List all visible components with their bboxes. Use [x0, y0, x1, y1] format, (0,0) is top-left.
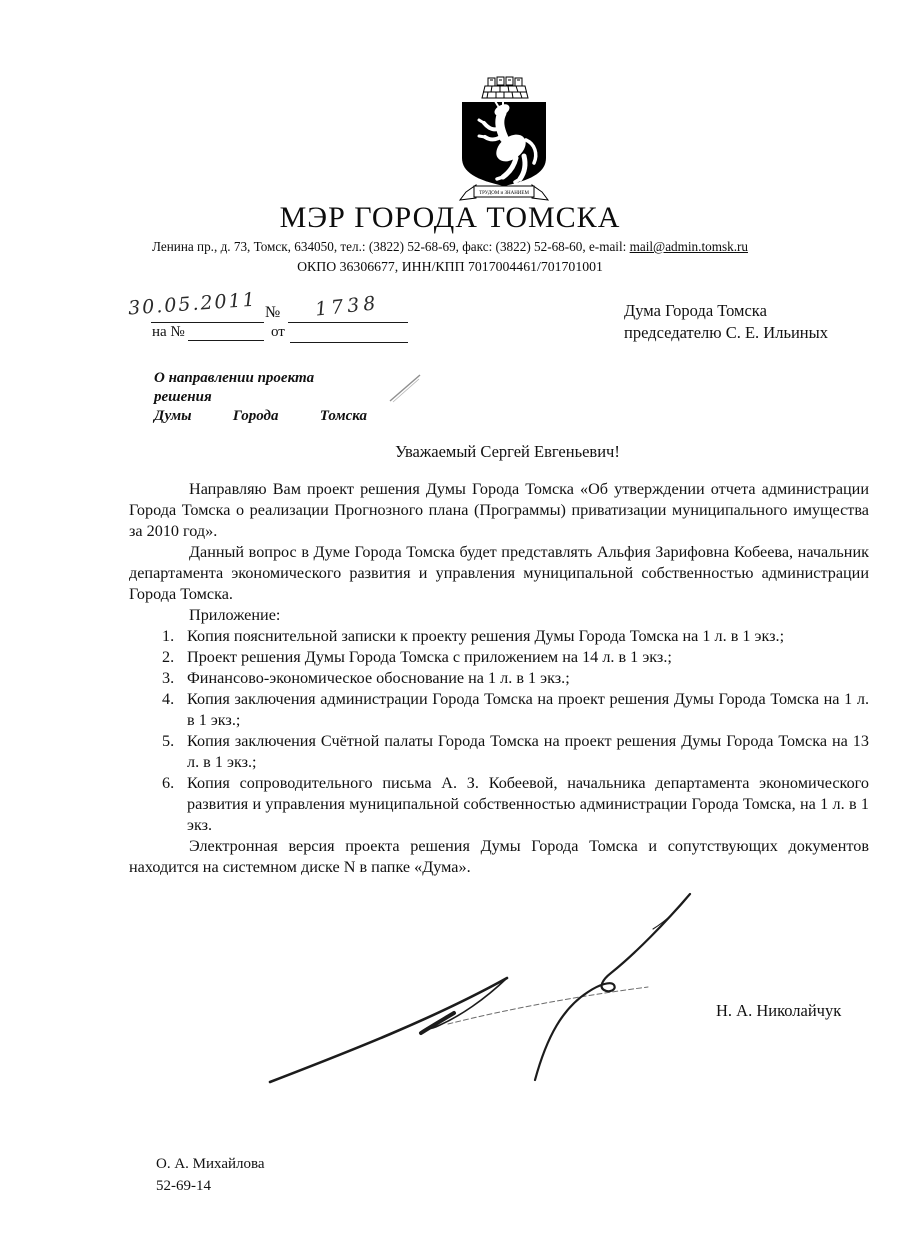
- handwritten-date: 30.05.2011: [127, 288, 258, 320]
- attachment-item: [129, 773, 869, 836]
- subject-block: [154, 369, 367, 426]
- date-underline: [151, 322, 264, 323]
- paragraph-1: Направляю Вам проект решения Думы Города Томска «Об утверждении отчета администрации Города Томска о реализации Прогнозного плана (Программы) приватизации муниципального имущества за 2010 год».: [129, 480, 869, 540]
- subject-word: Города: [232, 408, 279, 424]
- handwritten-number: 1738: [314, 292, 381, 321]
- crown-icon: [482, 77, 528, 98]
- codes-line: ОКПО 36306677, ИНН/КПП 7017004461/701701001: [297, 259, 603, 274]
- signatory-name: Н. А. Николайчук: [716, 1001, 842, 1020]
- email-link: mail@admin.tomsk.ru: [629, 239, 748, 254]
- tomsk-coat-of-arms: [452, 72, 556, 206]
- contact-line: [0, 239, 900, 255]
- attachment-text: Копия сопроводительного письма А. З. Кобеевой, начальника департамента экономического развития и управления муниципальной собственностью администрации Города Томска, на 1 л. в 1 экз.: [187, 774, 869, 834]
- reply-to-label: на №: [152, 324, 185, 340]
- from-underline: [290, 342, 408, 343]
- attachment-item: [129, 689, 869, 731]
- handwritten-signature: [248, 884, 723, 1089]
- paragraph-3: Электронная версия проекта решения Думы Города Томска и сопутствующих документов находится на системном диске N в папке «Дума».: [129, 837, 869, 876]
- attachment-number: 4.: [162, 690, 175, 708]
- attachments-label: Приложение:: [189, 606, 281, 624]
- recipient-line2: председателю С. Е. Ильиных: [624, 323, 828, 342]
- pen-mark: [386, 371, 426, 405]
- letter-body: [129, 479, 869, 878]
- subject-word: Томска: [319, 408, 367, 424]
- executor-block: [156, 1153, 265, 1197]
- recipient-block: [624, 300, 828, 344]
- attachment-number: 5.: [162, 732, 175, 750]
- subject-line2: [154, 407, 367, 426]
- attachment-text: Финансово-экономическое обоснование на 1 л. в 1 экз.;: [187, 669, 570, 687]
- subject-line1: О направлении проекта решения: [154, 370, 315, 405]
- attachment-text: Копия заключения администрации Города Томска на проект решения Думы Города Томска на 1 л. в 1 экз.;: [187, 690, 869, 729]
- executor-phone: 52-69-14: [156, 1178, 211, 1194]
- paragraph-2: Данный вопрос в Думе Города Томска будет представлять Альфия Зарифовна Кобеева, начальник департамента экономического развития и управления муниципальной собственностью администрации Города Томска.: [129, 543, 869, 603]
- attachment-item: [129, 647, 869, 668]
- attachment-number: 6.: [162, 774, 175, 792]
- executor-name: О. А. Михайлова: [156, 1156, 265, 1172]
- reply-underline: [188, 340, 264, 341]
- number-underline: [288, 322, 408, 323]
- number-label: №: [265, 304, 281, 321]
- contact-text: Ленина пр., д. 73, Томск, 634050, тел.: (3822) 52-68-69, факс: (3822) 52-68-60, e-mail:: [152, 239, 630, 254]
- attachment-text: Проект решения Думы Города Томска с приложением на 14 л. в 1 экз.;: [187, 648, 672, 666]
- letterhead-title: МЭР ГОРОДА ТОМСКА: [279, 201, 621, 234]
- attachment-number: 1.: [162, 627, 175, 645]
- attachment-item: [129, 731, 869, 773]
- subject-word: Думы: [154, 408, 192, 424]
- attachment-number: 2.: [162, 648, 175, 666]
- attachment-text: Копия заключения Счётной палаты Города Томска на проект решения Думы Города Томска на 13 л. в 1 экз.;: [187, 732, 869, 771]
- attachment-number: 3.: [162, 669, 175, 687]
- from-label: от: [271, 324, 285, 340]
- coat-of-arms-graphic: [452, 72, 556, 206]
- motto-ribbon: [460, 185, 548, 200]
- svg-text:ТРУДОМ и ЗНАНИЕМ: ТРУДОМ и ЗНАНИЕМ: [479, 191, 529, 196]
- recipient-line1: Дума Города Томска: [624, 301, 767, 320]
- attachment-item: [129, 668, 869, 689]
- salutation: Уважаемый Сергей Евгеньевич!: [395, 442, 620, 461]
- attachment-text: Копия пояснительной записки к проекту решения Думы Города Томска на 1 л. в 1 экз.;: [187, 627, 785, 645]
- attachment-item: [129, 626, 869, 647]
